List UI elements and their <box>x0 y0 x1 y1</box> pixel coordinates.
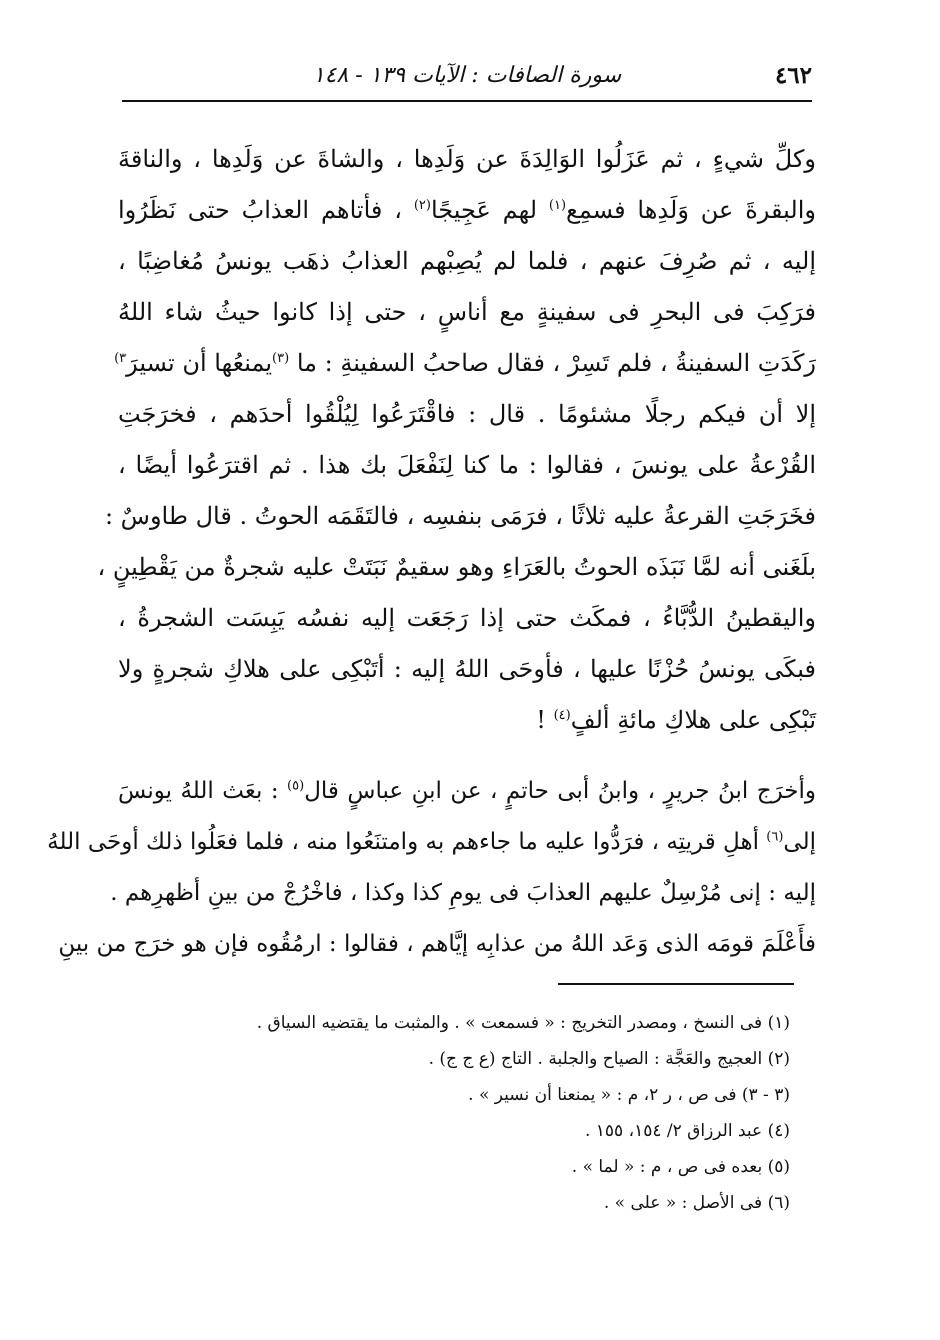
footnote-marker: (٢) <box>413 198 431 213</box>
text-line: وكلِّ شيءٍ ، ثم عَزَلُوا الوَالِدَةَ عن وَلَدِها ، والشاةَ عن وَلَدِها ، والناقةَ <box>118 145 816 173</box>
running-title: سورة الصافات : الآيات ١٣٩ - ١٤٨ <box>312 63 622 88</box>
paragraph <box>47 766 816 970</box>
text-line: إلا أن فيكم رجلًا مشئومًا . قال : فاقْتَرَعُوا لِيُلْقُوا أحدَهم ، فخرَجَتِ <box>118 400 816 428</box>
footnote-marker: (٥) <box>287 778 305 794</box>
footnote-marker: (١) <box>548 198 567 213</box>
footnote: (٢) العجيج والعَجَّة : الصياح والجلبة . التاج (ع ج ج) . <box>428 1049 790 1069</box>
text-line: وأخرَج ابنُ جريرٍ ، وابنُ أبى حاتمٍ ، عن ابنِ عباسٍ قال$^{(٥)}$ : بعَث اللهُ يونسَ <box>118 778 816 804</box>
footnote-marker: (٤) <box>553 708 571 723</box>
text-line: فرَكِبَ فى البحرِ فى سفينةٍ مع أناسٍ ، حتى إذا كانوا حيثُ شاء اللهُ <box>118 298 816 326</box>
text-line: القُرْعةُ على يونسَ ، فقالوا : ما كنا لِنَفْعَلَ بك هذا . ثم اقترَعُوا أيضًا ، <box>118 451 816 479</box>
text-line: إليه ، ثم صُرِفَ عنهم ، فلما لم يُصِبْهم العذابُ ذهَب يونسُ مُغاضِبًا ، <box>118 247 816 275</box>
text-line: والبقرةَ عن وَلَدِها فسمِع$^{(١)}$ لهم عَجِيجًا$^{(٢)}$ ، فأتاهم العذابُ حتى نَظَرُوا <box>118 196 816 224</box>
footnote: (٦) فى الأصل : « على » . <box>603 1193 790 1213</box>
footnote-divider <box>558 983 794 985</box>
footnotes <box>190 1005 790 1221</box>
footnote: (٣ - ٣) فى ص ، ر ٢، م : « يمنعنا أن نسير » . <box>468 1085 790 1105</box>
text-line: واليقطينُ الدُّبَّاءُ ، فمكَث حتى إذا رَجَعَت إليه نفسُه يَبِسَت الشجرةُ ، <box>118 604 816 632</box>
footnote-marker: ٣) <box>114 351 127 366</box>
text-line: إلى$^{(٦)}$ أهلِ قريتِه ، فرَدُّوا عليه ما جاءهم به وامتنَعُوا منه ، فلما فعَلُوا ذلك أوحَى اللهُ <box>47 829 816 855</box>
text-line: فأَعْلَمَ قومَه الذى وَعَد اللهُ من عذابِه إيَّاهم ، فقالوا : ارمُقُوه فإن هو خرَج من بينِ <box>58 931 816 957</box>
text-line: فبكَى يونسُ حُزْنًا عليها ، فأوحَى اللهُ إليه : أتَبْكِى على هلاكِ شجرةٍ ولا <box>118 655 816 683</box>
paragraph <box>97 134 816 746</box>
footnote: (٥) بعده فى ص ، م : « لما » . <box>571 1157 790 1177</box>
main-text <box>47 134 816 970</box>
text-line: إليه : إنى مُرْسِلٌ عليهم العذابَ فى يومِ كذا وكذا ، فاخْرُجْ من بينِ أظهرِهم . <box>110 880 816 906</box>
text-line: فخَرَجَتِ القرعةُ عليه ثلاثًا ، فرَمَى بنفسِه ، فالتَقَمَه الحوتُ . قال طاوسٌ : <box>104 502 816 530</box>
page-number: ٤٦٢ <box>774 62 812 89</box>
text-line: بلَغَنى أنه لمَّا نَبَذَه الحوتُ بالعَرَاءِ وهو سقيمٌ نَبَتَتْ عليه شجرةٌ من يَقْطِينٍ ، <box>97 553 816 581</box>
page-header <box>122 56 812 102</box>
footnote: (٤) عبد الرزاق ٢/ ١٥٤، ١٥٥ . <box>584 1121 790 1141</box>
footnote-marker: (٦) <box>766 829 784 845</box>
footnote-marker: (٣) <box>272 351 290 366</box>
footnote: (١) فى النسخ ، ومصدر التخريج : « فسمعت » . والمثبت ما يقتضيه السياق . <box>256 1013 790 1033</box>
text-line: تَبْكِى على هلاكِ مائةِ ألفٍ$^{(٤)}$ ! <box>536 706 816 734</box>
text-line: رَكَدَتِ السفينةُ ، فلم تَسِرْ ، فقال صاحبُ السفينةِ : ما $^{(٣)}$يمنعُها أن تسيرَ$^{٣)}$ <box>114 349 816 377</box>
